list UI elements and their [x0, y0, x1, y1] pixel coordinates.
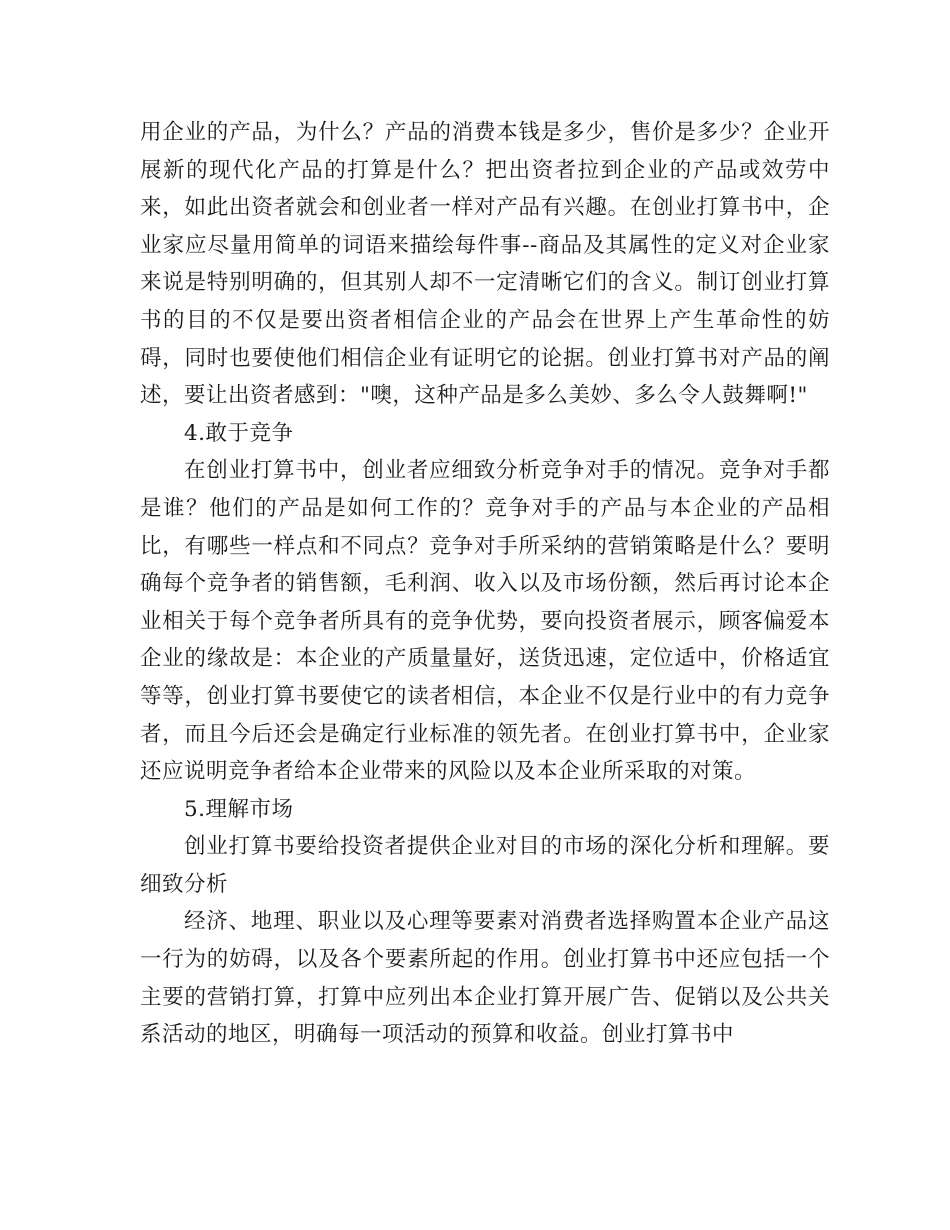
- paragraph-competition-analysis: 在创业打算书中，创业者应细致分析竞争对手的情况。竞争对手都是谁？他们的产品是如何工作的？竞争对手的产品与本企业的产品相比，有哪些一样点和不同点？竞争对手所采纳的营销策略是什么？要明确每个竞争者的销售额，毛利润、收入以及市场份额，然后再讨论本企业相关于每个竞争者所具有的竞争优势，要向投资者展示，顾客偏爱本企业的缘故是：本企业的产质量量好，送货迅速，定位适中，价格适宜等等，创业打算书要使它的读者相信，本企业不仅是行业中的有力竞争者，而且今后还会是确定行业标准的领先者。在创业打算书中，企业家还应说明竞争者给本企业带来的风险以及本企业所采取的对策。: [140, 458, 830, 785]
- document-page: [140, 114, 830, 1054]
- section-heading-competition: 4.敢于竞争: [184, 420, 294, 446]
- section-heading-market: 5.理解市场: [184, 796, 294, 822]
- paragraph-market-factors: 经济、地理、职业以及心理等要素对消费者选择购置本企业产品这一行为的妨碍，以及各个要素所起的作用。创业打算书中还应包括一个主要的营销打算，打算中应列出本企业打算开展广告、促销以及公共关系活动的地区，明确每一项活动的预算和收益。创业打算书中: [140, 909, 830, 1048]
- paragraph-product-description: 用企业的产品，为什么？产品的消费本钱是多少，售价是多少？企业开展新的现代化产品的打算是什么？把出资者拉到企业的产品或效劳中来，如此出资者就会和创业者一样对产品有兴趣。在创业打算书中，企业家应尽量用简单的词语来描绘每件事--商品及其属性的定义对企业家来说是特别明确的，但其别人却不一定清晰它们的含义。制订创业打算书的目的不仅是要出资者相信企业的产品会在世界上产生革命性的妨碍，同时也要使他们相信企业有证明它的论据。创业打算书对产品的阐述，要让出资者感到："噢，这种产品是多么美妙、多么令人鼓舞啊!": [140, 120, 830, 409]
- paragraph-market-intro: 创业打算书要给投资者提供企业对目的市场的深化分析和理解。要细致分析: [140, 834, 830, 897]
